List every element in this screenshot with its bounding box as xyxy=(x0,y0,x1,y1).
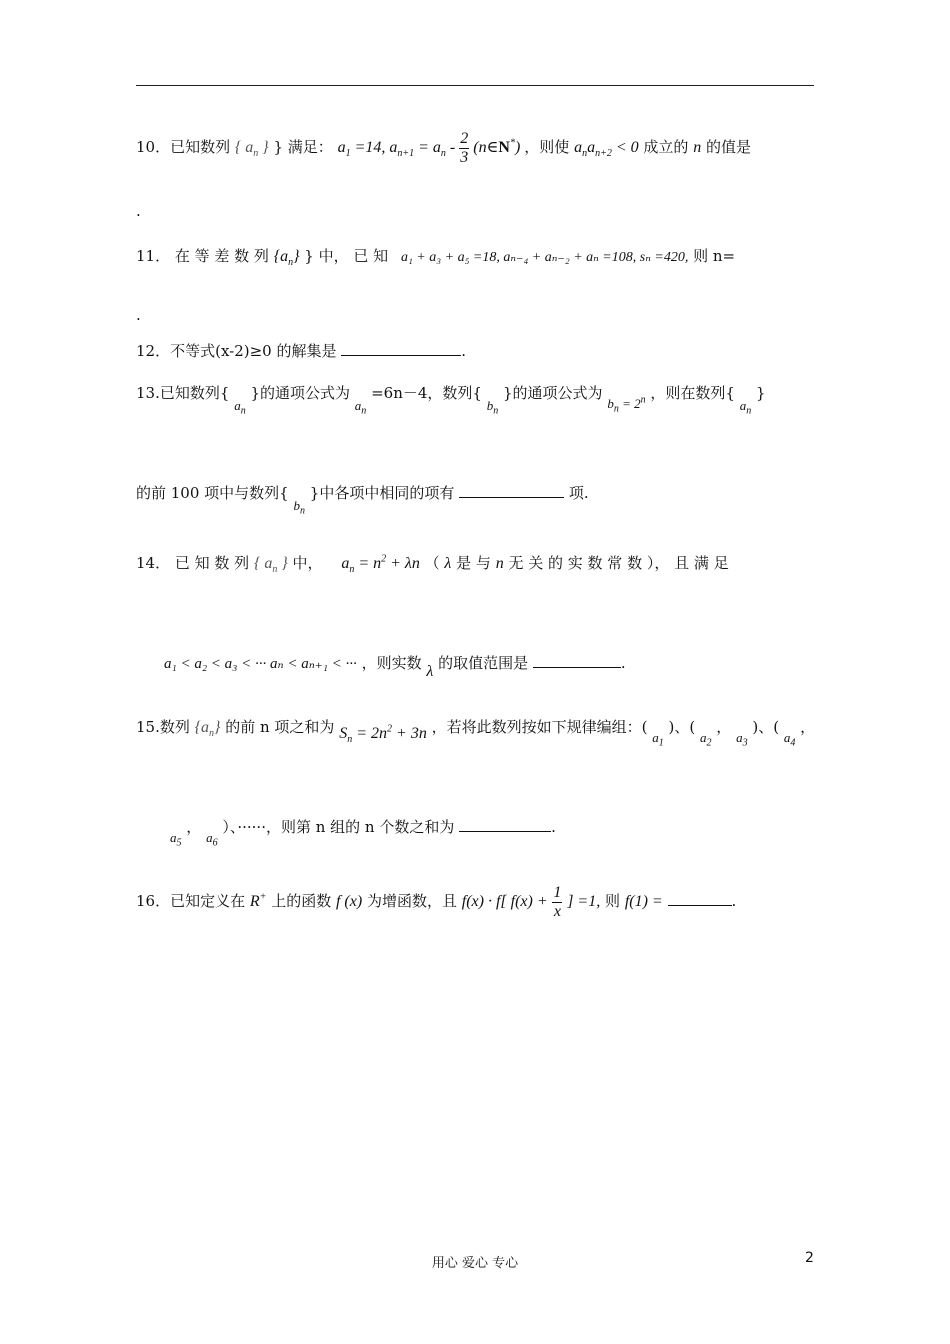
sequence-brace: { $a_n$ } xyxy=(234,138,269,159)
footer-motto: 用心 爱心 专心 xyxy=(431,1256,519,1271)
term: $a_n$ xyxy=(354,398,367,417)
problem-12: 12．不等式(x-2)≥0 的解集是 . xyxy=(136,342,467,360)
text: 13.已知数列{ xyxy=(136,384,230,402)
term: $b_n = 2^n$ xyxy=(607,394,646,415)
term: $a_1$ xyxy=(652,730,664,749)
function: f (x) xyxy=(335,893,363,911)
text: 11． 在 等 差 数 列 xyxy=(136,247,274,265)
text: 则 xyxy=(605,892,621,911)
text: }中各项中相同的项有 xyxy=(309,484,455,502)
formula: $a_n = n^2 + \lambda n$ xyxy=(341,553,420,576)
text: 中， xyxy=(292,554,323,572)
text: } 满足： xyxy=(273,137,333,156)
text: } xyxy=(756,384,766,402)
sequence-brace: $\{a_n\}$ xyxy=(273,248,300,269)
text: （ xyxy=(424,554,445,572)
answer-blank[interactable] xyxy=(459,485,564,498)
text: 12．不等式(x-2)≥0 的解集是 xyxy=(136,342,337,360)
answer-blank[interactable] xyxy=(533,655,621,668)
text: } 中， 已 知 xyxy=(304,247,389,265)
problem-11 xyxy=(136,245,735,268)
fraction: $\frac{1}{x}$ xyxy=(553,884,562,920)
text: ，则使 xyxy=(524,137,575,156)
variable: n xyxy=(495,555,504,572)
text: ）、······，则第 n 组的 n 个数之和为 xyxy=(222,818,455,836)
text: 则 n= xyxy=(693,247,736,265)
text: 10．已知数列 xyxy=(136,137,231,156)
period: . xyxy=(136,202,141,220)
text: )、( xyxy=(668,718,696,736)
term: $b_n$ xyxy=(486,398,499,417)
text: 的值是 xyxy=(705,137,751,156)
sequence-brace: { $a_n$ } xyxy=(253,555,288,576)
formula: a₁ < a₂ < a₃ < ··· aₙ < aₙ₊₁ < ··· xyxy=(164,656,357,672)
problem-16: 16．已知定义在 R+ 上的函数 f (x) 为增函数，且 f(x) · f[ f(x) + $\frac{1}{x}$ ] =1, 则 f(1) = . xyxy=(136,884,737,920)
formula: $a_1 =14$, $a_{n+1} = a_n$ - $\frac{2}{3}$ (n∈N*) xyxy=(337,130,525,166)
text: 16．已知定义在 xyxy=(136,892,246,911)
text: }的通项公式为 xyxy=(250,384,351,402)
formula: a₁ + a₃ + a₅ =18, aₙ₋₄ + aₙ₋₂ + aₙ =108, sₙ =420, xyxy=(400,250,689,265)
formula: f(1) = xyxy=(624,893,663,911)
text: =6n－4，数列{ xyxy=(371,384,482,402)
text: ，则在数列{ xyxy=(650,384,735,402)
text: ，则实数 xyxy=(361,654,422,672)
term: $a_4$ xyxy=(783,730,796,749)
term: $a_2$ xyxy=(700,730,712,749)
text: 为增函数，且 xyxy=(366,892,457,911)
fraction: $\frac{2}{3}$ xyxy=(460,130,469,166)
problem-13 xyxy=(136,382,766,417)
period: . xyxy=(136,306,141,324)
term: $a_n$ xyxy=(234,398,246,417)
text: 的前 100 项中与数列{ xyxy=(136,484,289,502)
formula: $a_na_{n+2} < 0$ xyxy=(574,138,639,159)
term: $a_3$ xyxy=(736,730,748,749)
text: ， xyxy=(716,718,732,736)
sequence-brace: $\{a_n\}$ xyxy=(194,719,221,740)
term: $a_n$ xyxy=(739,398,752,417)
text: ，若将此数列按如下规律编组：( xyxy=(431,718,648,736)
formula: ] =1, xyxy=(567,893,601,911)
lambda: λ xyxy=(426,663,434,680)
problem-14-cont: a₁ < a₂ < a₃ < ··· aₙ < aₙ₊₁ < ··· ，则实数 λ 的取值范围是 . xyxy=(164,654,626,680)
text: 项. xyxy=(568,484,589,502)
text: )、( xyxy=(752,718,780,736)
problem-14 xyxy=(136,552,729,575)
text: 的前 n 项之和为 xyxy=(225,718,335,736)
term: $a_6$ xyxy=(206,830,218,849)
text: 的取值范围是 xyxy=(438,654,529,672)
text: 无 关 的 实 数 常 数 ）， 且 满 足 xyxy=(508,554,729,572)
text: 上的函数 xyxy=(271,892,332,911)
text: }的通项公式为 xyxy=(503,384,603,402)
variable: n xyxy=(693,138,702,156)
problem-13-cont xyxy=(136,482,589,517)
text: 是 与 xyxy=(456,554,496,572)
text: 14． 已 知 数 列 xyxy=(136,554,254,572)
text: 成立的 xyxy=(643,137,689,156)
page-number: 2 xyxy=(805,1250,814,1266)
term: $a_5$ xyxy=(170,830,182,849)
text: ， xyxy=(186,818,202,836)
answer-blank[interactable] xyxy=(459,819,551,832)
problem-10 xyxy=(136,130,751,166)
answer-blank[interactable] xyxy=(341,343,461,356)
formula: f(x) · f[ f(x) + xyxy=(461,893,548,911)
set-r-plus: R+ xyxy=(249,891,267,911)
text: ， xyxy=(800,718,816,736)
problem-15-cont: $a_5$ ， $a_6$ ）、······，则第 n 组的 n 个数之和为 . xyxy=(170,818,556,849)
text: 15.数列 xyxy=(136,718,190,736)
answer-blank[interactable] xyxy=(668,893,732,906)
problem-15 xyxy=(136,716,816,749)
header-rule xyxy=(136,85,814,86)
lambda: λ xyxy=(444,555,452,572)
formula: $S_n = 2n^2 + 3n$ xyxy=(339,723,427,746)
term: $b_n$ xyxy=(293,498,305,517)
